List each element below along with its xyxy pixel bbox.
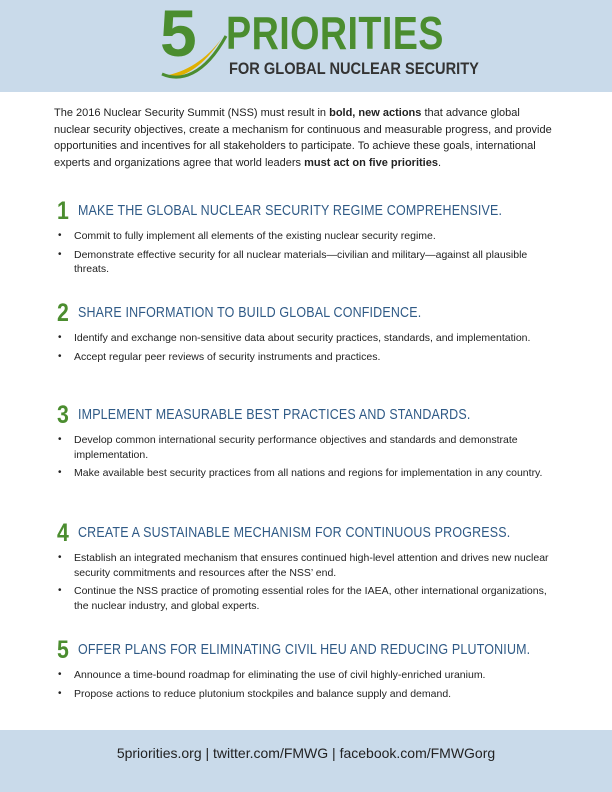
section-title: MAKE THE GLOBAL NUCLEAR SECURITY REGIME COMPREHENSIVE. (78, 203, 503, 219)
section-number: 3 (57, 401, 69, 429)
bullet-item: • Identify and exchange non-sensitive data about security practices, standards, and implementation. (54, 331, 558, 346)
section-title: CREATE A SUSTAINABLE MECHANISM FOR CONTINUOUS PROGRESS. (78, 525, 511, 541)
section-heading (54, 199, 558, 227)
header-band (0, 0, 612, 92)
section-heading (54, 521, 558, 549)
intro-paragraph (54, 105, 558, 171)
bullet-list (54, 551, 558, 613)
logo-title: PRIORITIES (226, 7, 444, 59)
bullet-item: • Announce a time-bound roadmap for eliminating the use of civil highly-enriched uranium. (54, 668, 558, 683)
section-title: SHARE INFORMATION TO BUILD GLOBAL CONFIDENCE. (78, 305, 422, 321)
logo-numeral: 5 (160, 0, 197, 70)
section-number: 2 (57, 299, 69, 327)
bullet-item: • Make available best security practices from all nations and regions for implementation in any country. (54, 466, 558, 481)
footer-links: 5priorities.org | twitter.com/FMWG | facebook.com/FMWGorg (116, 745, 496, 761)
intro-text: that advance global nuclear security objectives, create a mechanism for continuous and measurable progress, and provide opportunities and incentives for all stakeholders to participate. To achieve these goals, international experts and organizations agree that world leaders (54, 107, 552, 169)
logo-subtitle: FOR GLOBAL NUCLEAR SECURITY (229, 59, 479, 78)
priority-section-5 (54, 638, 558, 705)
priority-section-4 (54, 521, 558, 617)
section-title: OFFER PLANS FOR ELIMINATING CIVIL HEU AND REDUCING PLUTONIUM. (78, 642, 531, 658)
bullet-item: • Accept regular peer reviews of security instruments and practices. (54, 350, 558, 365)
priority-section-3 (54, 403, 558, 485)
priority-section-1 (54, 199, 558, 281)
section-title: IMPLEMENT MEASURABLE BEST PRACTICES AND STANDARDS. (78, 407, 471, 423)
section-heading (54, 301, 558, 329)
bullet-item: • Continue the NSS practice of promoting essential roles for the IAEA, other international organizations, the nuclear industry, and global experts. (54, 584, 558, 613)
intro-bold-text: bold, new actions (329, 107, 422, 119)
logo (160, 0, 479, 86)
bullet-list (54, 229, 558, 277)
bullet-item: • Commit to fully implement all elements of the existing nuclear security regime. (54, 229, 558, 244)
bullet-item: • Propose actions to reduce plutonium stockpiles and balance supply and demand. (54, 687, 558, 702)
section-heading (54, 403, 558, 431)
section-number: 5 (57, 636, 69, 664)
priority-section-2 (54, 301, 558, 368)
section-number: 1 (57, 197, 69, 225)
bullet-item: • Demonstrate effective security for all nuclear materials—civilian and military—against all plausible threats. (54, 248, 558, 277)
section-number: 4 (57, 519, 69, 547)
bullet-item: • Develop common international security performance objectives and standards and demonstrate implementation. (54, 433, 558, 462)
intro-text: . (437, 156, 442, 169)
bullet-item: • Establish an integrated mechanism that ensures continued high-level attention and drives new nuclear security commitments and resources after the NSS’ end. (54, 551, 558, 580)
footer-band (0, 730, 612, 792)
intro-text: The 2016 Nuclear Security Summit (NSS) must result in (54, 107, 330, 119)
bullet-list (54, 331, 558, 364)
section-heading (54, 638, 558, 666)
bullet-list (54, 433, 558, 481)
bullet-list (54, 668, 558, 701)
intro-bold-text: must act on five priorities (304, 156, 438, 169)
